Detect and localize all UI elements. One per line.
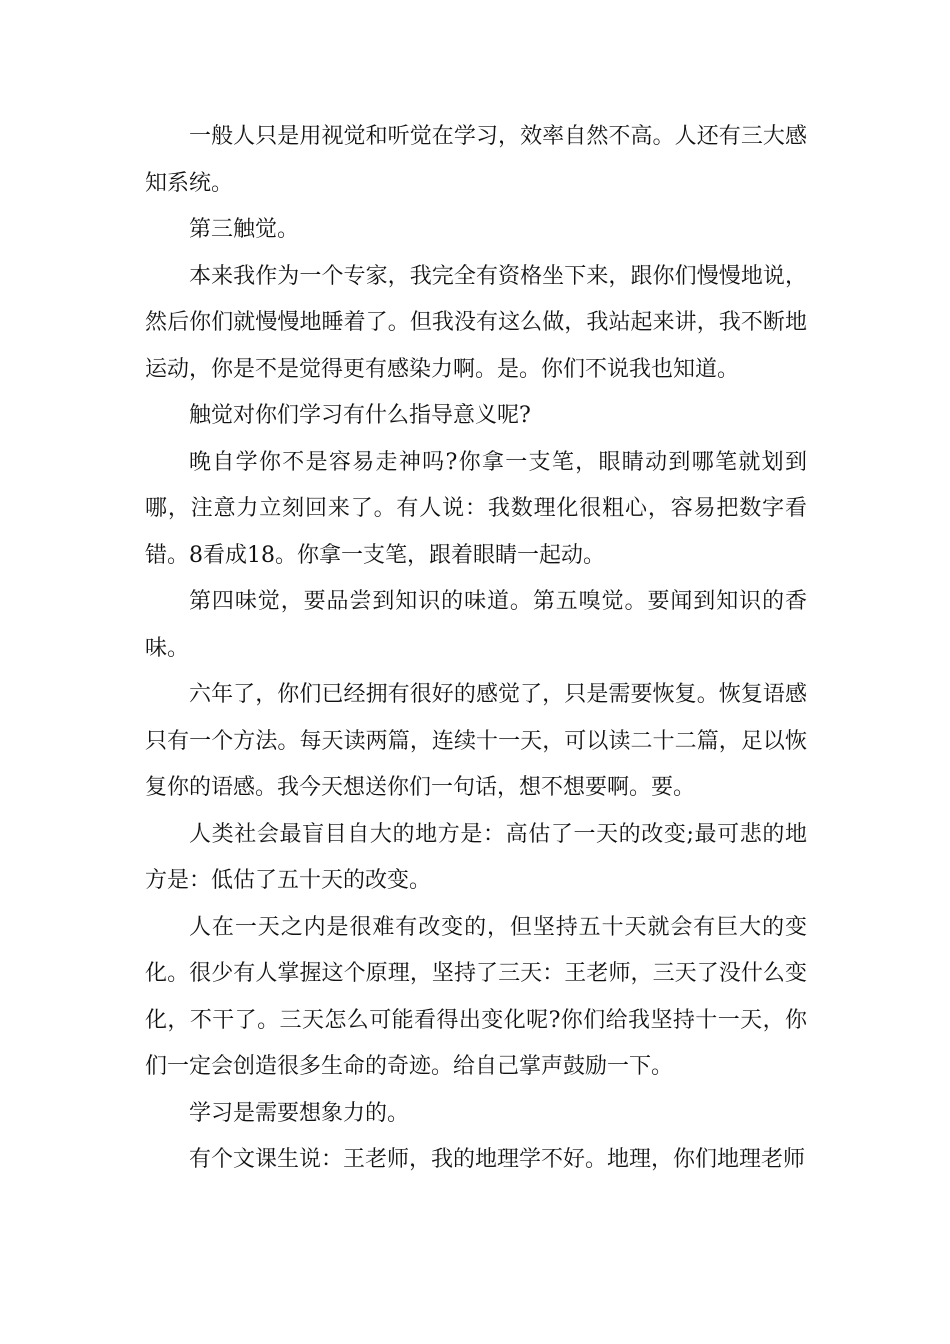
paragraph-1: 一般人只是用视觉和听觉在学习，效率自然不高。人还有三大感知系统。 [145,124,807,196]
paragraph-4: 触觉对你们学习有什么指导意义呢? [189,403,531,428]
paragraph-11: 有个文课生说：王老师，我的地理学不好。地理，你们地理老师 [189,1147,806,1172]
paragraph-8: 人类社会最盲目自大的地方是：高估了一天的改变;最可悲的地方是：低估了五十天的改变。 [145,821,807,893]
paragraph-7: 六年了，你们已经拥有很好的感觉了，只是需要恢复。恢复语感只有一个方法。每天读两篇，连续十一天，可以读二十二篇，足以恢复你的语感。我今天想送你们一句话，想不想要啊。要。 [145,682,807,800]
document-body [145,114,807,1184]
paragraph-10: 学习是需要想象力的。 [189,1100,410,1126]
paragraph-3: 本来我作为一个专家，我完全有资格坐下来，跟你们慢慢地说，然后你们就慢慢地睡着了。但我没有这么做，我站起来讲，我不断地运动，你是不是觉得更有感染力啊。是。你们不说我也知道。 [145,263,807,382]
paragraph-6: 第四味觉，要品尝到知识的味道。第五嗅觉。要闻到知识的香味。 [145,589,807,661]
paragraph-9: 人在一天之内是很难有改变的，但坚持五十天就会有巨大的变化。很少有人掌握这个原理，坚持了三天：王老师，三天了没什么变化，不干了。三天怎么可能看得出变化呢?你们给我坚持十一天，你们一定会创造很多生命的奇迹。给自己掌声鼓励一下。 [145,914,807,1079]
paragraph-5: 晚自学你不是容易走神吗?你拿一支笔，眼睛动到哪笔就划到哪，注意力立刻回来了。有人说：我数理化很粗心，容易把数字看错。8看成18。你拿一支笔，跟着眼睛一起动。 [145,449,807,568]
paragraph-2: 第三触觉。 [189,217,300,242]
